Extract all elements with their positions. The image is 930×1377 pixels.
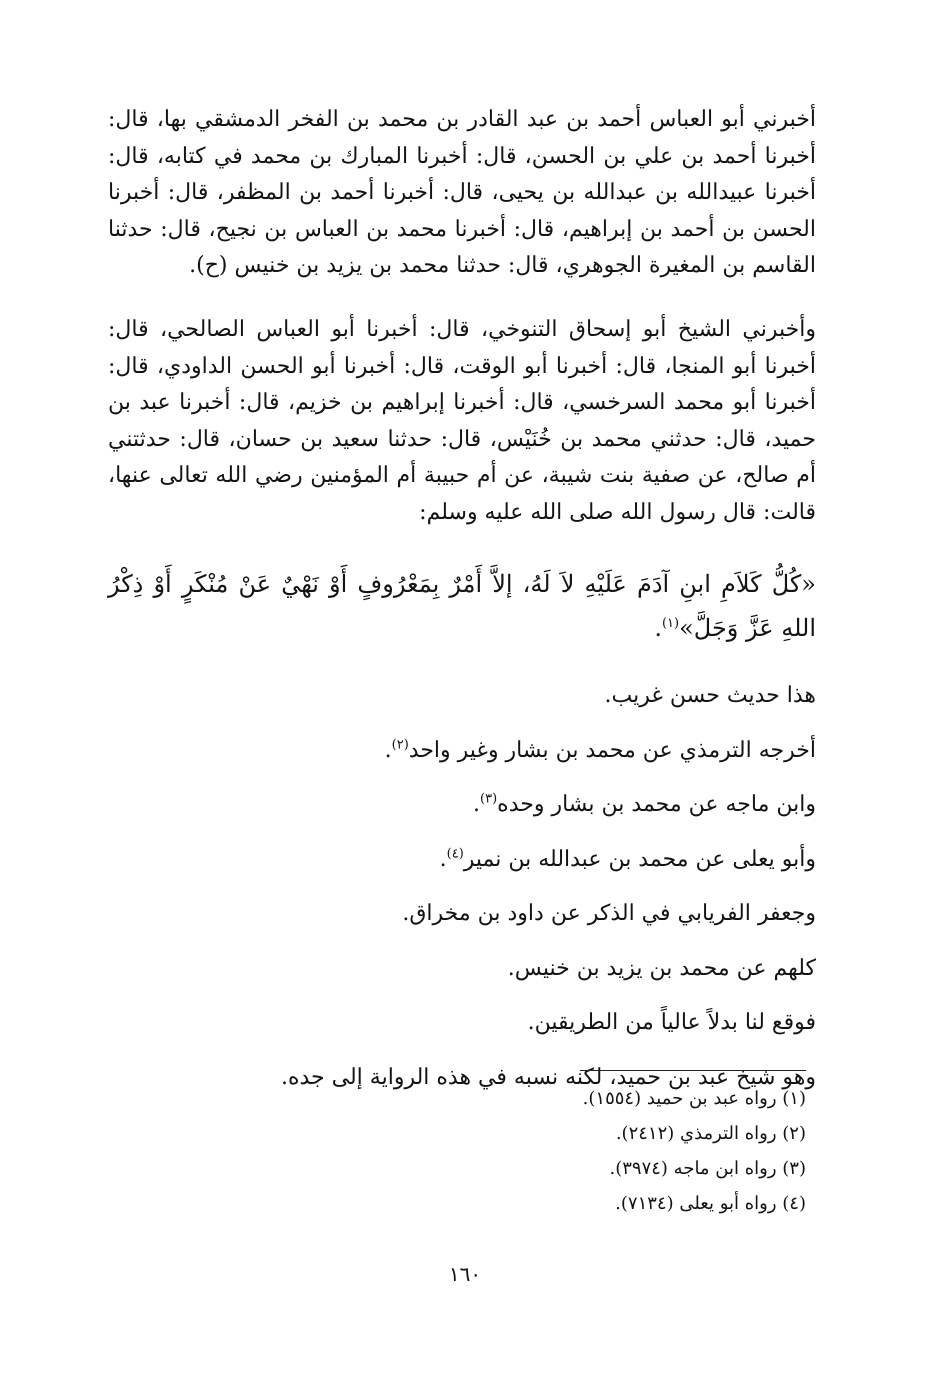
footnote-ref: (٣) — [480, 791, 498, 807]
isnad-paragraph-2: وأخبرني الشيخ أبو إسحاق التنوخي، قال: أخبرنا أبو العباس الصالحي، قال: أخبرنا أبو المنجا، قال: أخبرنا أبو الوقت، قال: أخبرنا أبو الحسن الداودي، قال: أخبرنا أبو محمد السرخسي، قال: أخبرنا إبراهيم بن خزيم، قال: أخبرنا عبد بن حميد، قال: حدثني محمد بن خُنَيْس، قال: حدثنا سعيد بن حسان، قال: حدثتني أم صالح، عن صفية بنت شيبة، عن أم حبيبة أم المؤمنين رضي الله تعالى عنها، قالت: قال رسول الله صلى الله عليه وسلم: — [108, 317, 816, 525]
commentary-line: فوقع لنا بدلاً عالياً من الطريقين. — [527, 1010, 816, 1035]
commentary-line: هذا حديث حسن غريب. — [604, 683, 816, 708]
hadith-end: . — [654, 614, 662, 642]
commentary-line: وابن ماجه عن محمد بن بشار وحده$^{(٣)}$. — [473, 791, 816, 817]
footnote-ref: (٢) — [391, 737, 409, 753]
footnote: (٣) رواه ابن ماجه (٣٩٧٤). — [609, 1158, 806, 1179]
commentary-line: وهو شيخ عبد بن حميد، لكنه نسبه في هذه الرواية إلى جده. — [280, 1064, 816, 1090]
commentary-line: أخرجه الترمذي عن محمد بن بشار وغير واحد$^{(٢)}$. — [384, 737, 816, 763]
footnote-separator — [580, 1070, 806, 1071]
footnote: (١) رواه عبد بن حميد (١٥٥٤). — [582, 1088, 806, 1109]
hadith-text — [108, 562, 816, 650]
commentary-line: وأبو يعلى عن محمد بن عبدالله بن نمير$^{(٤)}$. — [439, 846, 816, 872]
footnote: (٤) رواه أبو يعلى (٧١٣٤). — [615, 1193, 806, 1214]
footnote: (٢) رواه الترمذي (٢٤١٢). — [615, 1123, 806, 1144]
page-number: ١٦٠ — [448, 1262, 482, 1286]
hadith-body: «كُلُّ كَلاَمِ ابنِ آدَمَ عَلَيْهِ لاَ لَهُ، إلاَّ أَمْرٌ بِمَعْرُوفٍ أَوْ نَهْيٌ عَنْ مُنْكَرٍ أَوْ ذِكْرُ اللهِ عَزَّ وَجَلَّ» — [108, 570, 816, 642]
footnote-ref: (١) — [661, 616, 680, 631]
commentary-line: وجعفر الفريابي في الذكر عن داود بن مخراق. — [402, 901, 816, 926]
footnotes-list — [306, 1084, 806, 1224]
commentary-line: كلهم عن محمد بن يزيد بن خنيس. — [507, 955, 816, 981]
commentary-list — [116, 676, 816, 1112]
footnote-ref: (٤) — [446, 846, 464, 862]
isnad-paragraph-1: أخبرني أبو العباس أحمد بن عبد القادر بن محمد بن الفخر الدمشقي بها، قال: أخبرنا أحمد بن علي بن الحسن، قال: أخبرنا المبارك بن محمد في كتابه، قال: أخبرنا عبيدالله بن عبدالله بن يحيى، قال: أخبرنا أحمد بن المظفر، قال: أخبرنا الحسن بن أحمد بن إبراهيم، قال: أخبرنا محمد بن العباس بن نجيح، قال: حدثنا القاسم بن المغيرة الجوهري، قال: حدثنا محمد بن يزيد بن خنيس (ح). — [108, 107, 816, 278]
